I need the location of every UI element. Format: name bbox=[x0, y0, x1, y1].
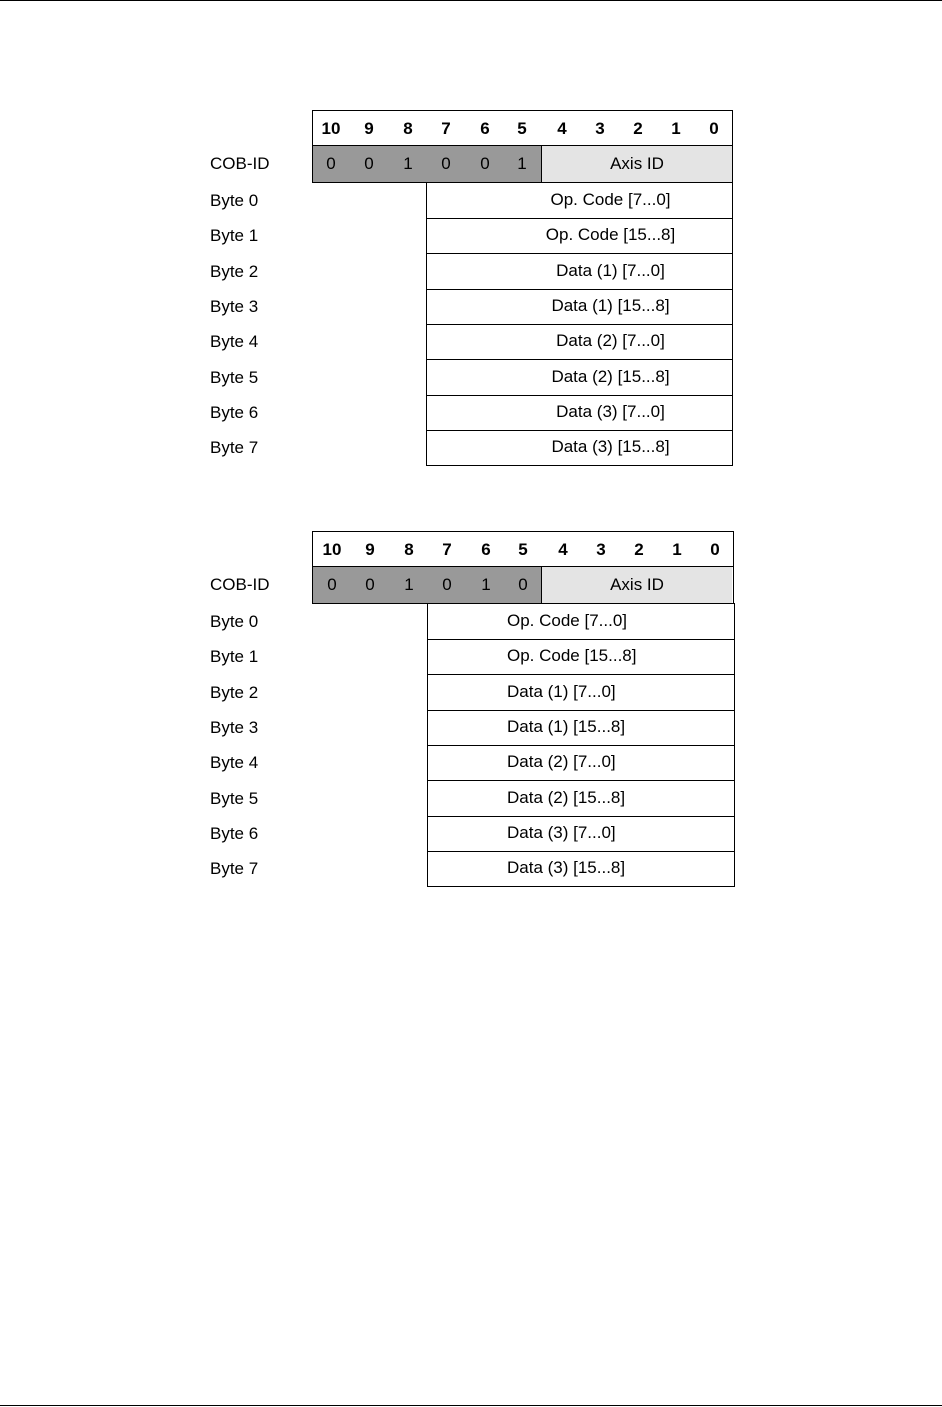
byte-label: Byte 5 bbox=[210, 789, 259, 808]
cob-id-bit-8: 1 bbox=[403, 154, 413, 173]
bit-number-5: 5 bbox=[518, 540, 528, 559]
bit-number-2: 2 bbox=[634, 540, 644, 559]
byte-field: Data (1) [15...8] bbox=[426, 289, 733, 325]
bit-number-header bbox=[312, 110, 733, 146]
bit-number-8: 8 bbox=[404, 540, 414, 559]
cob-id-label: COB-ID bbox=[210, 575, 270, 594]
cob-id-fixed-bits bbox=[313, 146, 542, 182]
byte-label: Byte 5 bbox=[210, 368, 259, 387]
byte-label: Byte 7 bbox=[210, 438, 259, 457]
byte-field: Data (1) [15...8] bbox=[427, 710, 735, 746]
byte-field: Data (1) [7...0] bbox=[427, 675, 735, 711]
bit-number-6: 6 bbox=[481, 540, 491, 559]
bit-number-1: 1 bbox=[672, 540, 682, 559]
byte-field: Data (3) [7...0] bbox=[427, 816, 735, 852]
bit-number-4: 4 bbox=[557, 119, 567, 138]
page-top-rule bbox=[0, 0, 942, 1]
byte-label: Byte 3 bbox=[210, 297, 259, 316]
byte-label: Byte 0 bbox=[210, 191, 259, 210]
cob-id-bit-9: 0 bbox=[364, 154, 374, 173]
bit-number-7: 7 bbox=[441, 119, 451, 138]
bit-number-10: 10 bbox=[321, 119, 341, 138]
byte-label: Byte 2 bbox=[210, 683, 259, 702]
bit-number-0: 0 bbox=[710, 540, 720, 559]
cob-id-bit-6: 1 bbox=[481, 575, 491, 594]
byte-field: Data (3) [15...8] bbox=[427, 851, 735, 887]
cob-id-bit-6: 0 bbox=[480, 154, 490, 173]
cob-id-row bbox=[312, 146, 733, 183]
bit-number-2: 2 bbox=[633, 119, 643, 138]
byte-field: Data (2) [7...0] bbox=[427, 745, 735, 781]
bit-number-9: 9 bbox=[365, 540, 375, 559]
byte-field: Data (2) [15...8] bbox=[426, 360, 733, 396]
bit-number-8: 8 bbox=[403, 119, 413, 138]
cob-id-bit-8: 1 bbox=[404, 575, 414, 594]
cob-id-bit-5: 1 bbox=[517, 154, 527, 173]
byte-label: Byte 3 bbox=[210, 718, 259, 737]
bit-number-header bbox=[312, 531, 734, 567]
byte-label: Byte 4 bbox=[210, 332, 259, 351]
bit-number-1: 1 bbox=[671, 119, 681, 138]
axis-id-field: Axis ID bbox=[542, 567, 732, 603]
byte-label: Byte 1 bbox=[210, 647, 259, 666]
bit-number-3: 3 bbox=[595, 119, 605, 138]
byte-label: Byte 6 bbox=[210, 403, 259, 422]
byte-field: Op. Code [7...0] bbox=[426, 182, 733, 219]
byte-label: Byte 2 bbox=[210, 262, 259, 281]
bit-number-3: 3 bbox=[596, 540, 606, 559]
axis-id-field: Axis ID bbox=[542, 146, 732, 182]
byte-field: Data (2) [15...8] bbox=[427, 781, 735, 817]
byte-field: Op. Code [15...8] bbox=[426, 218, 733, 254]
bit-number-0: 0 bbox=[709, 119, 719, 138]
cob-id-bit-7: 0 bbox=[442, 575, 452, 594]
bit-number-4: 4 bbox=[558, 540, 568, 559]
byte-field: Data (3) [15...8] bbox=[426, 430, 733, 466]
byte-field: Data (1) [7...0] bbox=[426, 254, 733, 290]
bit-number-9: 9 bbox=[364, 119, 374, 138]
byte-label: Byte 1 bbox=[210, 226, 259, 245]
bit-number-6: 6 bbox=[480, 119, 490, 138]
bit-number-10: 10 bbox=[322, 540, 342, 559]
bit-number-5: 5 bbox=[517, 119, 527, 138]
byte-field: Data (3) [7...0] bbox=[426, 395, 733, 431]
byte-label: Byte 4 bbox=[210, 753, 259, 772]
cob-id-row bbox=[312, 567, 734, 604]
cob-id-fixed-bits bbox=[313, 567, 542, 603]
byte-label: Byte 7 bbox=[210, 859, 259, 878]
byte-field: Op. Code [15...8] bbox=[427, 639, 735, 675]
cob-id-bit-10: 0 bbox=[326, 154, 336, 173]
cob-id-bit-10: 0 bbox=[327, 575, 337, 594]
page-bottom-rule bbox=[0, 1405, 942, 1406]
cob-id-bit-5: 0 bbox=[518, 575, 528, 594]
byte-field: Op. Code [7...0] bbox=[427, 603, 735, 640]
byte-field: Data (2) [7...0] bbox=[426, 324, 733, 360]
byte-label: Byte 6 bbox=[210, 824, 259, 843]
can-frame-diagram-1 bbox=[0, 110, 942, 470]
bit-number-7: 7 bbox=[442, 540, 452, 559]
byte-label: Byte 0 bbox=[210, 612, 259, 631]
can-frame-diagram-2 bbox=[0, 531, 942, 891]
cob-id-bit-9: 0 bbox=[365, 575, 375, 594]
cob-id-label: COB-ID bbox=[210, 154, 270, 173]
cob-id-bit-7: 0 bbox=[441, 154, 451, 173]
